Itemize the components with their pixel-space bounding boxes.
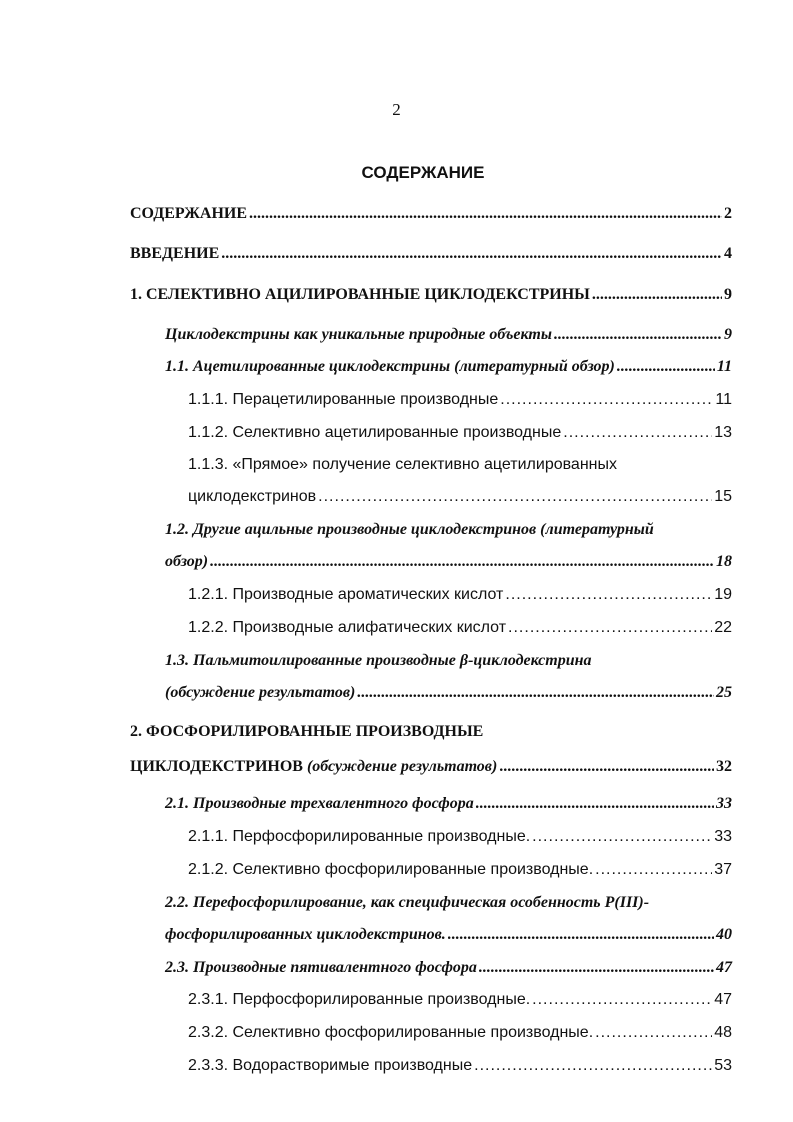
toc-entry[interactable] xyxy=(165,516,732,580)
toc-entry-text: 1.2.1. Производные ароматических кислот xyxy=(188,586,504,603)
leader-dots xyxy=(554,321,722,349)
leader-dots xyxy=(474,1052,712,1080)
toc-entry-text: 2.3.3. Водорастворимые производные xyxy=(188,1057,473,1074)
toc-entry-subtitle: (обсуждение результатов) xyxy=(306,758,498,775)
toc-page-number: 53 xyxy=(714,1057,732,1074)
toc-entry[interactable] xyxy=(165,954,732,982)
toc-page-number: 47 xyxy=(716,959,732,976)
toc-entry[interactable] xyxy=(165,647,732,711)
toc-page-number: 33 xyxy=(714,828,732,845)
toc-entry-text: 2.1. Производные трехвалентного фосфора xyxy=(165,795,474,812)
toc-entry[interactable] xyxy=(130,718,732,786)
toc-page-number: 25 xyxy=(716,684,732,701)
toc-entry-text: 2.3.1. Перфосфорилированные производные. xyxy=(188,991,531,1008)
toc-entry[interactable] xyxy=(165,321,732,349)
toc-page-number: 19 xyxy=(714,586,732,603)
leader-dots xyxy=(479,954,714,982)
leader-dots xyxy=(499,753,714,781)
leader-dots xyxy=(318,483,712,511)
toc-page-number: 15 xyxy=(714,488,732,505)
leader-dots xyxy=(532,823,712,851)
toc-entry[interactable] xyxy=(188,451,732,515)
leader-dots xyxy=(357,679,714,707)
toc-page-number: 11 xyxy=(716,358,732,375)
toc-page-number: 18 xyxy=(716,553,732,570)
toc-entry-text: ВВЕДЕНИЕ xyxy=(130,245,220,262)
leader-dots xyxy=(595,856,712,884)
toc-entry-text: 2.2. Перефосфорилирование, как специфическая особенность Р(III)- xyxy=(165,894,650,911)
toc-entry-text: Циклодекстрины как уникальные природные объекты xyxy=(165,326,552,343)
toc-entry-text: 1.1.2. Селективно ацетилированные производные xyxy=(188,424,562,441)
toc-page-number: 9 xyxy=(724,326,732,343)
toc-page-number: 40 xyxy=(716,926,732,943)
toc-page-number: 48 xyxy=(714,1024,732,1041)
toc-page-number: 4 xyxy=(724,245,732,262)
toc-entry-text: СОДЕРЖАНИЕ xyxy=(130,205,248,222)
leader-dots xyxy=(532,986,712,1014)
leader-dots xyxy=(210,548,714,576)
toc-entry-text-cont: циклодекстринов xyxy=(188,488,317,505)
toc-entry-text: 1.3. Пальмитоилированные производные β-циклодекстрина xyxy=(165,652,592,669)
toc-entry[interactable] xyxy=(188,1052,732,1080)
toc-entry-text: 2.1.2. Селективно фосфорилированные производные. xyxy=(188,861,594,878)
toc-entry[interactable] xyxy=(188,986,732,1014)
toc-page-number: 2 xyxy=(724,205,732,222)
toc-page-number: 9 xyxy=(724,286,732,303)
toc-entry-text: 1. СЕЛЕКТИВНО АЦИЛИРОВАННЫЕ ЦИКЛОДЕКСТРИНЫ xyxy=(130,286,590,303)
leader-dots xyxy=(595,1019,712,1047)
toc-entry-text: 1.1. Ацетилированные циклодекстрины (литературный обзор) xyxy=(165,358,615,375)
leader-dots xyxy=(508,614,712,642)
toc-page-number: 11 xyxy=(715,391,732,408)
toc-entry-text-cont: фосфорилированных циклодекстринов. xyxy=(165,926,446,943)
toc-entry[interactable] xyxy=(188,856,732,884)
toc-entry-text: 2.1.1. Перфосфорилированные производные. xyxy=(188,828,531,845)
leader-dots xyxy=(249,200,722,228)
toc-entry[interactable] xyxy=(130,200,732,228)
toc-entry[interactable] xyxy=(130,240,732,268)
toc-page-number: 37 xyxy=(714,861,732,878)
toc-entry-text: 1.1.1. Перацетилированные производные xyxy=(188,391,499,408)
toc-entry[interactable] xyxy=(188,419,732,447)
toc-entry-text: 1.2.2. Производные алифатических кислот xyxy=(188,619,507,636)
toc-entry[interactable] xyxy=(188,386,732,414)
toc-entry-text-cont: обзор) xyxy=(165,553,209,570)
toc-entry[interactable] xyxy=(165,790,732,818)
toc-entry[interactable] xyxy=(165,353,732,381)
leader-dots xyxy=(500,386,713,414)
page-number: 2 xyxy=(392,100,401,119)
toc-page-number: 47 xyxy=(714,991,732,1008)
toc-entry-text-cont: (обсуждение результатов) xyxy=(165,684,356,701)
toc-entry[interactable] xyxy=(188,823,732,851)
toc-entry-text-cont: ЦИКЛОДЕКСТРИНОВ xyxy=(130,758,303,775)
toc-entry-text: 2. ФОСФОРИЛИРОВАННЫЕ ПРОИЗВОДНЫЕ xyxy=(130,723,484,740)
toc-page-number: 22 xyxy=(714,619,732,636)
leader-dots xyxy=(476,790,714,818)
page-title: СОДЕРЖАНИЕ xyxy=(361,163,485,182)
toc-entry[interactable] xyxy=(165,889,732,953)
toc-page-number: 13 xyxy=(714,424,732,441)
toc-entry[interactable] xyxy=(188,581,732,609)
toc-page-number: 33 xyxy=(716,795,732,812)
toc-entry-text: 1.2. Другие ацильные производные циклодекстринов (литературный xyxy=(165,521,654,538)
toc-entry-text: 2.3.2. Селективно фосфорилированные производные. xyxy=(188,1024,594,1041)
leader-dots xyxy=(221,240,722,268)
toc-entry[interactable] xyxy=(188,1019,732,1047)
leader-dots xyxy=(592,281,722,309)
leader-dots xyxy=(563,419,712,447)
toc-entry[interactable] xyxy=(188,614,732,642)
leader-dots xyxy=(617,353,715,381)
toc-page-number: 32 xyxy=(716,758,732,775)
toc-entry[interactable] xyxy=(130,281,732,309)
toc-entry-text: 1.1.3. «Прямое» получение селективно ацетилированных xyxy=(188,456,617,473)
leader-dots xyxy=(505,581,712,609)
leader-dots xyxy=(448,921,714,949)
toc-entry-text: 2.3. Производные пятивалентного фосфора xyxy=(165,959,477,976)
